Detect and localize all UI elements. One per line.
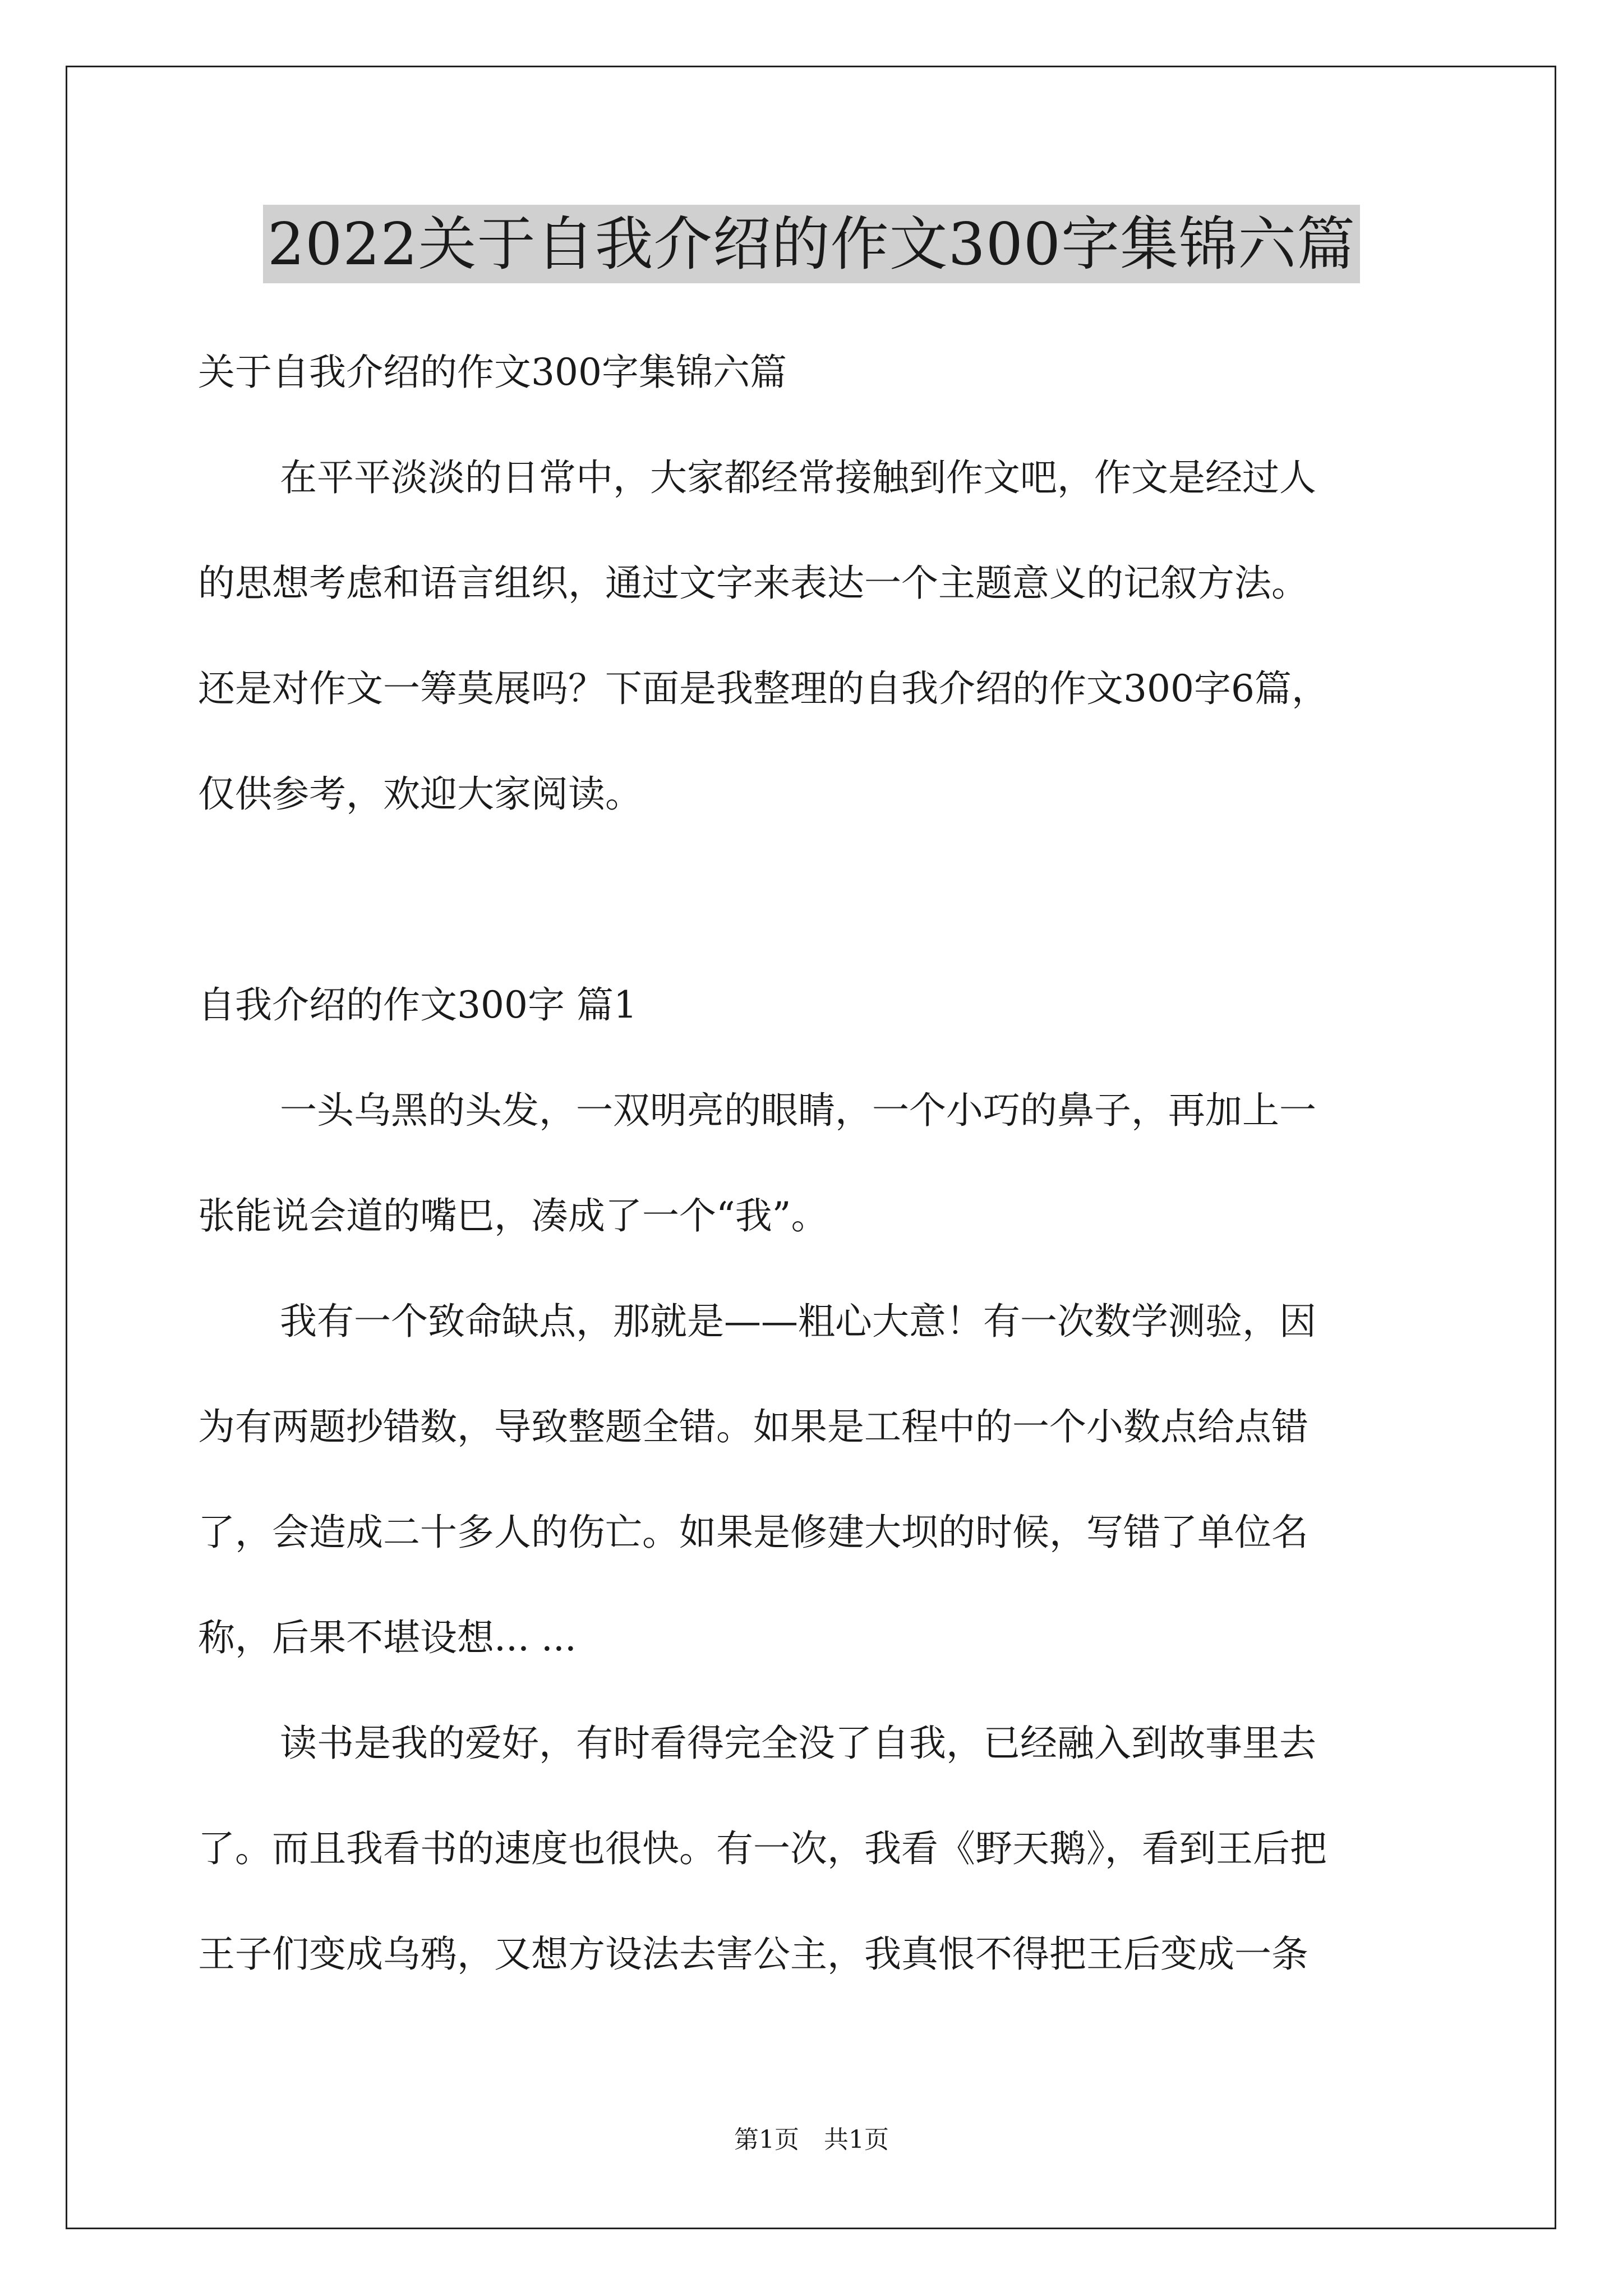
paragraph-line: 读书是我的爱好，有时看得完全没了自我，已经融入到故事里去 bbox=[280, 1722, 1316, 1765]
paragraph-line: 为有两题抄错数，导致整题全错。如果是工程中的一个小数点给点错 bbox=[198, 1405, 1308, 1448]
blank-line bbox=[198, 847, 1451, 953]
intro-line: 的思想考虑和语言组织，通过文字来表达一个主题意义的记叙方法。 bbox=[198, 562, 1308, 605]
paragraph-line: 张能说会道的嘴巴，凑成了一个“我”。 bbox=[198, 1194, 828, 1237]
intro-line: 在平平淡淡的日常中，大家都经常接触到作文吧，作文是经过人 bbox=[280, 456, 1316, 499]
paragraph-line: 一头乌黑的头发，一双明亮的眼睛，一个小巧的鼻子，再加上一 bbox=[280, 1089, 1316, 1132]
document-body bbox=[198, 320, 1451, 2007]
page-footer: 第1页 共1页 bbox=[734, 2125, 889, 2154]
paragraph-line: 了，会造成二十多人的伤亡。如果是修建大坝的时候，写错了单位名 bbox=[198, 1511, 1308, 1554]
intro-line: 仅供参考，欢迎大家阅读。 bbox=[198, 772, 642, 816]
document-subtitle: 关于自我介绍的作文300字集锦六篇 bbox=[198, 351, 787, 394]
title-container bbox=[0, 205, 1623, 283]
paragraph-line: 了。而且我看书的速度也很快。有一次，我看《野天鹅》，看到王后把 bbox=[198, 1827, 1327, 1870]
paragraph-line: 我有一个致命缺点，那就是——粗心大意！有一次数学测验，因 bbox=[280, 1300, 1316, 1343]
paragraph-line: 王子们变成乌鸦，又想方设法去害公主，我真恨不得把王后变成一条 bbox=[198, 1932, 1308, 1976]
intro-line: 还是对作文一筹莫展吗？下面是我整理的自我介绍的作文300字6篇， bbox=[198, 667, 1329, 710]
paragraph-line: 称，后果不堪设想... ... bbox=[198, 1616, 577, 1659]
document-title: 2022关于自我介绍的作文300字集锦六篇 bbox=[263, 205, 1360, 283]
section-heading: 自我介绍的作文300字 篇1 bbox=[198, 983, 637, 1027]
